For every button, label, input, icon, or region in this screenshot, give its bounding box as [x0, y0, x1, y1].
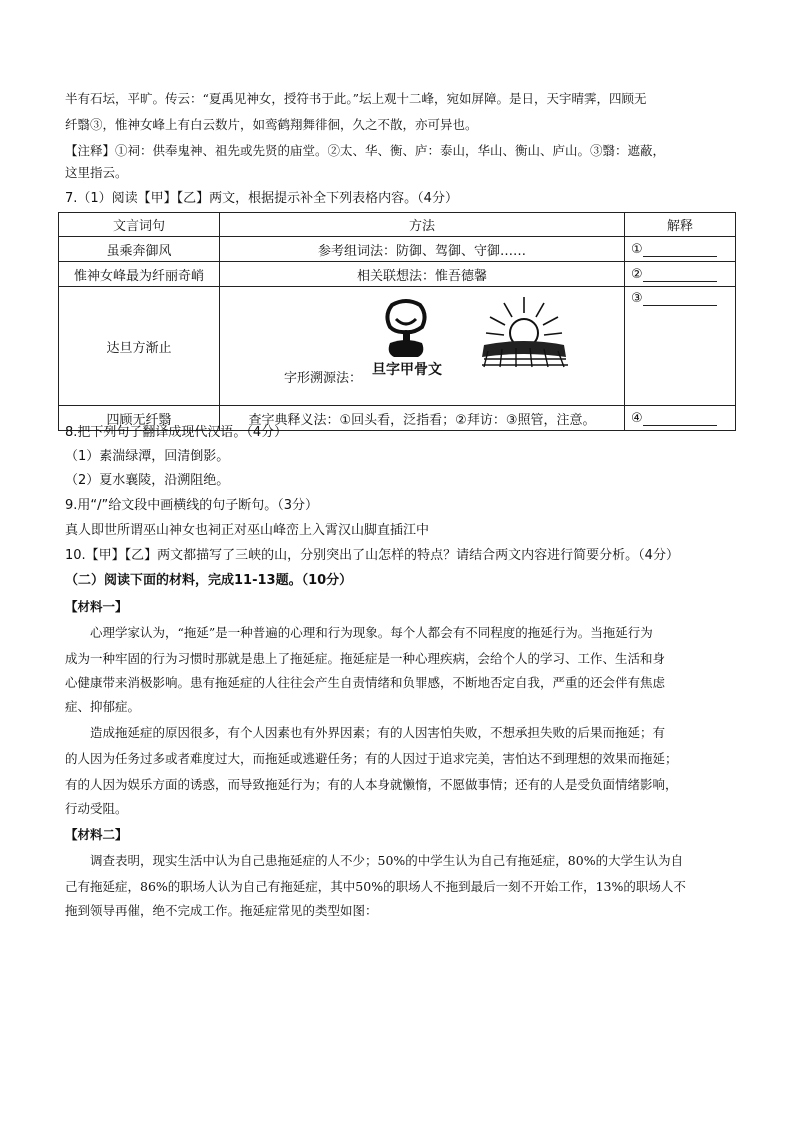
material-2-line: 己有拖延症，86%的职场人认为自己有拖延症，其中50%的职场人不拖到最后一刻不开始工作，13%的职场人不 [65, 879, 686, 894]
phrase-cell: 惟神女峰最为纤丽奇峭 [59, 262, 220, 287]
question-8-item: （2）夏水襄陵，沿溯阻绝。 [65, 473, 230, 488]
answer-blank[interactable] [643, 293, 717, 306]
material-2-line: 拖到领导再催，绝不完成工作。拖延症常见的类型如图： [65, 903, 378, 918]
table-row [59, 262, 736, 287]
question-9-sentence: 真人即世所谓巫山神女也祠正对巫山峰峦上入霄汉山脚直插江中 [65, 523, 430, 538]
answer-blank[interactable] [643, 269, 717, 282]
oracle-caption: 旦字甲骨文 [372, 362, 442, 378]
header-cell: 解释 [625, 213, 736, 237]
answer-blank[interactable] [643, 244, 717, 257]
answer-cell[interactable] [625, 262, 736, 287]
question-9-prompt: 9.用“/”给文段中画横线的句子断句。（3分） [65, 498, 319, 513]
notes-line: 这里指云。 [65, 165, 128, 180]
answer-number: ③ [631, 291, 643, 306]
method-cell: 参考组词法：防御、驾御、守御…… [220, 237, 625, 262]
method-cell: 查字典释义法：①回头看，泛指看；②拜访：③照管，注意。 [220, 406, 625, 431]
answer-cell[interactable] [625, 287, 736, 406]
question-7-prompt: 7.（1）阅读【甲】【乙】两文，根据提示补全下列表格内容。（4分） [65, 191, 458, 206]
material-title: 【材料二】 [65, 827, 128, 842]
material-title: 【材料一】 [65, 599, 128, 614]
section-heading: （二）阅读下面的材料，完成11-13题。（10分） [65, 573, 353, 588]
phrase-cell: 达旦方渐止 [59, 287, 220, 406]
q7-table [58, 212, 736, 431]
phrase-cell: 四顾无纤翳 [59, 406, 220, 431]
question-8-prompt: 8.把下列句子翻译成现代汉语。（4分） [65, 425, 288, 440]
answer-cell[interactable] [625, 237, 736, 262]
method-cell: 相关联想法：惟吾德馨 [220, 262, 625, 287]
answer-number: ④ [631, 410, 643, 426]
passage-line: 纤翳③，惟神女峰上有白云数片，如鸾鹤翔舞徘徊，久之不散，亦可异也。 [65, 117, 478, 132]
material-1-line: 症、抑郁症。 [65, 699, 141, 714]
table-row [59, 287, 736, 406]
passage-line: 半有石坛，平旷。传云：“夏禹见神女，授符书于此。”坛上观十二峰，宛如屏障。是日，天宇晴霁，四顾无 [65, 91, 647, 106]
material-1-line: 心健康带来消极影响。患有拖延症的人往往会产生自责情绪和负罪感，不断地否定自我，严重的还会伴有焦虑 [65, 675, 666, 690]
table-header-row [59, 213, 736, 237]
phrase-cell: 虽乘奔御风 [59, 237, 220, 262]
question-10-prompt: 10.【甲】【乙】两文都描写了三峡的山，分别突出了山怎样的特点？请结合两文内容进行简要分析。（4分） [65, 548, 679, 563]
oracle-bone-dan-icon [378, 297, 434, 359]
question-8-item: （1）素湍绿潭，回清倒影。 [65, 449, 230, 464]
header-cell: 方法 [220, 213, 625, 237]
material-1-line: 造成拖延症的原因很多，有个人因素也有外界因素；有的人因害怕失败，不想承担失败的后果而拖延；有 [90, 725, 666, 740]
answer-number: ② [631, 266, 643, 282]
method-label: 字形溯源法： [284, 371, 363, 386]
material-1-line: 心理学家认为，“拖延”是一种普遍的心理和行为现象。每个人都会有不同程度的拖延行为。当拖延行为 [90, 625, 653, 640]
table-row [59, 237, 736, 262]
material-1-line: 行动受阻。 [65, 801, 128, 816]
material-1-line: 有的人因为娱乐方面的诱惑，而导致拖延行为；有的人本身就懒惰，不愿做事情；还有的人是受负面情绪影响， [65, 777, 678, 792]
answer-number: ① [631, 241, 643, 257]
material-1-line: 的人因为任务过多或者难度过大，而拖延或逃避任务；有的人因过于追求完美，害怕达不到理想的效果而拖延； [65, 751, 678, 766]
material-2-line: 调查表明，现实生活中认为自己患拖延症的人不少；50%的中学生认为自己有拖延症，80%的大学生认为自 [90, 853, 684, 868]
method-cell [220, 287, 625, 406]
header-cell: 文言词句 [59, 213, 220, 237]
notes-line: 【注释】①祠：供奉鬼神、祖先或先贤的庙堂。②太、华、衡、庐：泰山，华山、衡山、庐山。③翳：遮蔽， [65, 143, 666, 158]
sunrise-icon [478, 293, 570, 369]
material-1-line: 成为一种牢固的行为习惯时那就是患上了拖延症。拖延症是一种心理疾病，会给个人的学习、工作、生活和身 [65, 651, 666, 666]
